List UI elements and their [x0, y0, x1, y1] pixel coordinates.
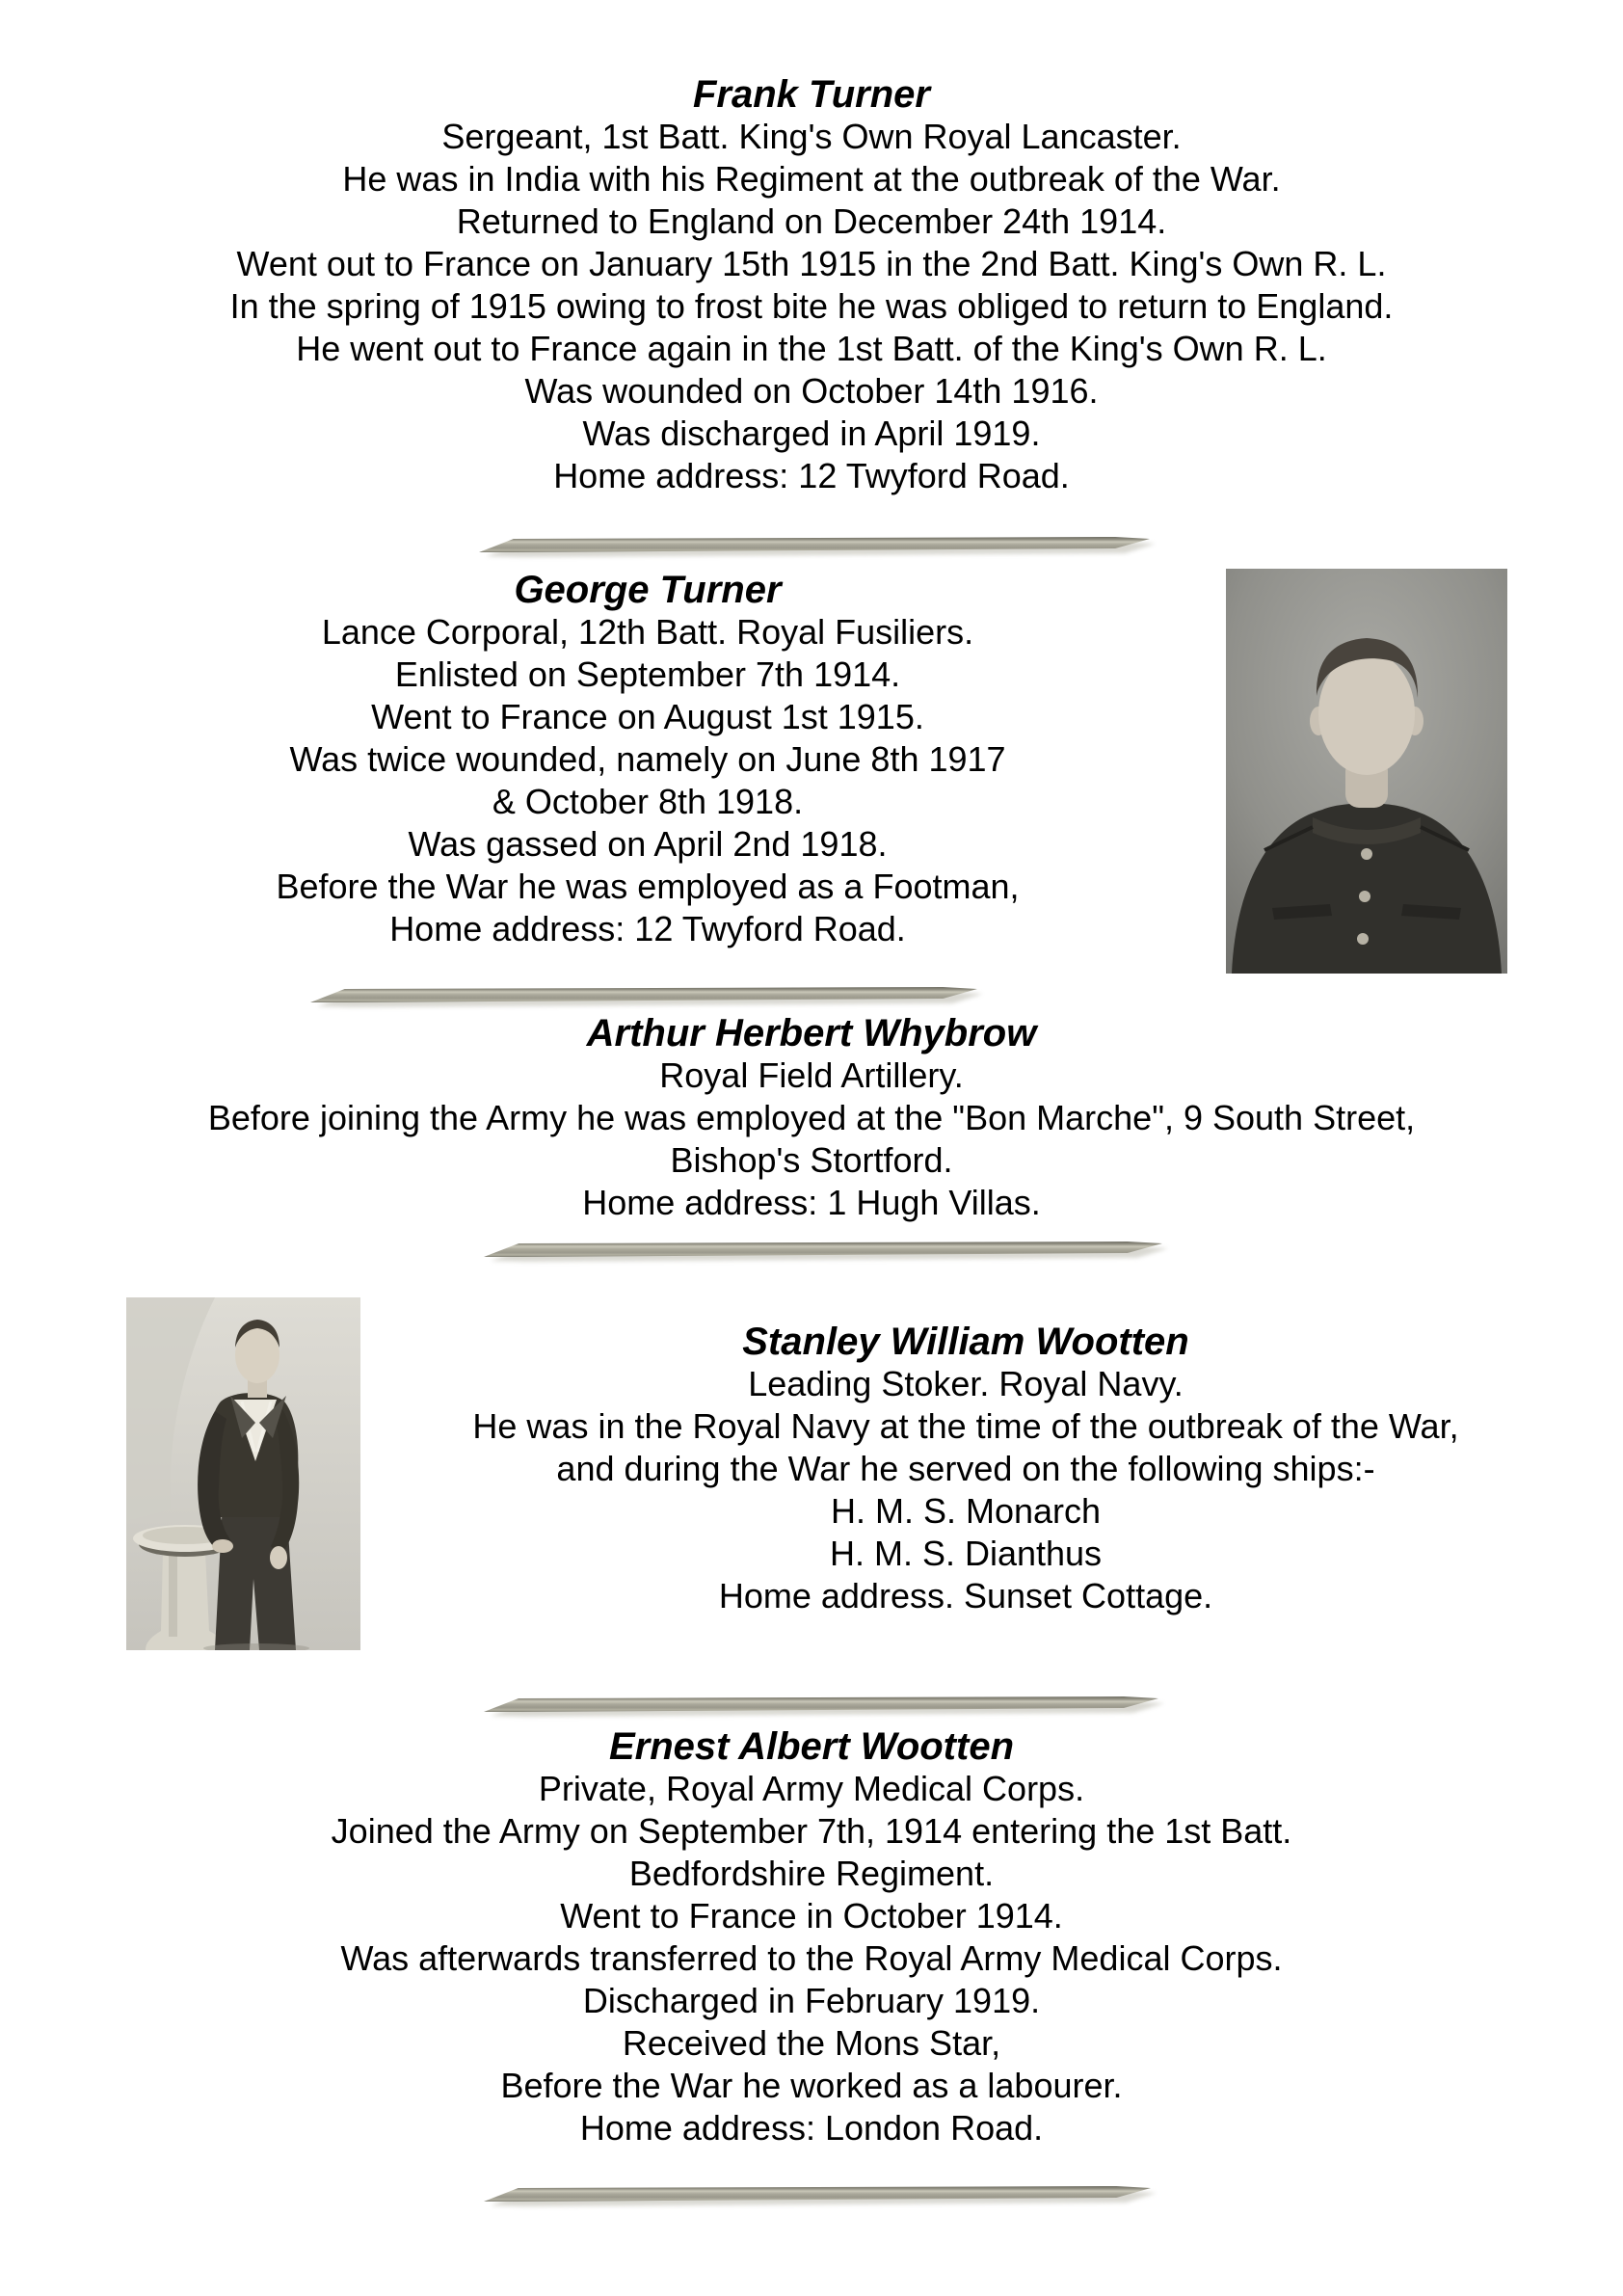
- text-line: Sergeant, 1st Batt. King's Own Royal Lancaster.: [441, 117, 1182, 156]
- text-line: Home address. Sunset Cottage.: [718, 1576, 1213, 1615]
- text-line: Before the War he was employed as a Footman,: [276, 867, 1020, 906]
- text-line: Returned to England on December 24th 1914.: [456, 201, 1167, 241]
- text-line: Home address: 1 Hugh Villas.: [582, 1183, 1041, 1222]
- text-line: He was in India with his Regiment at the outbreak of the War.: [342, 159, 1281, 199]
- text-line: Was twice wounded, namely on June 8th 1917: [289, 739, 1006, 779]
- text-line: Bedfordshire Regiment.: [628, 1854, 995, 1893]
- text-line: Was wounded on October 14th 1916.: [524, 371, 1099, 411]
- text-line: Leading Stoker. Royal Navy.: [748, 1364, 1184, 1403]
- title-george-turner: George Turner: [514, 569, 782, 611]
- title-ernest-albert-wootten: Ernest Albert Wootten: [608, 1725, 1015, 1768]
- text-line: Went out to France on January 15th 1915 in the 2nd Batt. King's Own R. L.: [236, 244, 1387, 283]
- divider-rule-3: [484, 1240, 1162, 1263]
- text-line: Went to France in October 1914.: [560, 1896, 1063, 1936]
- text-line: Bishop's Stortford.: [670, 1140, 953, 1180]
- text-line: Went to France on August 1st 1915.: [371, 697, 924, 736]
- text-line: Enlisted on September 7th 1914.: [394, 654, 901, 694]
- text-line: Was discharged in April 1919.: [582, 414, 1041, 453]
- text-line: He went out to France again in the 1st Batt. of the King's Own R. L.: [296, 329, 1327, 368]
- title-stanley-william-wootten: Stanley William Wootten: [742, 1321, 1189, 1363]
- text-line: Joined the Army on September 7th, 1914 entering the 1st Batt.: [331, 1811, 1292, 1851]
- title-frank-turner: Frank Turner: [693, 73, 930, 116]
- text-line: He was in the Royal Navy at the time of the outbreak of the War,: [472, 1406, 1459, 1446]
- divider-rule-5: [484, 2184, 1151, 2207]
- section-george-turner: [0, 569, 1295, 950]
- text-line: and during the War he served on the following ships:-: [556, 1449, 1375, 1488]
- text-line: Was gassed on April 2nd 1918.: [408, 824, 888, 864]
- section-stanley-william-wootten: [308, 1321, 1623, 1617]
- title-arthur-herbert-whybrow: Arthur Herbert Whybrow: [586, 1012, 1037, 1055]
- text-line: Home address: 12 Twyford Road.: [553, 456, 1070, 495]
- divider-rule-1: [479, 535, 1150, 558]
- section-ernest-albert-wootten: [0, 1725, 1623, 2149]
- text-line: H. M. S. Monarch: [830, 1491, 1102, 1531]
- text-line: Royal Field Artillery.: [659, 1055, 964, 1095]
- text-line: H. M. S. Dianthus: [829, 1534, 1103, 1573]
- divider-rule-4: [484, 1695, 1158, 1718]
- photo-george-turner: [1226, 569, 1507, 974]
- text-line: Home address: London Road.: [579, 2108, 1044, 2148]
- text-line: Received the Mons Star,: [622, 2023, 1001, 2063]
- section-frank-turner: [0, 73, 1623, 497]
- text-line: In the spring of 1915 owing to frost bite he was obliged to return to England.: [229, 286, 1394, 326]
- divider-rule-2: [310, 985, 977, 1008]
- text-line: Discharged in February 1919.: [582, 1981, 1041, 2020]
- section-arthur-herbert-whybrow: [0, 1012, 1623, 1224]
- text-line: Home address: 12 Twyford Road.: [389, 909, 906, 948]
- text-line: Before the War he worked as a labourer.: [500, 2066, 1123, 2105]
- text-line: & October 8th 1918.: [492, 782, 804, 821]
- text-line: Before joining the Army he was employed at the "Bon Marche", 9 South Street,: [207, 1098, 1416, 1137]
- text-line: Was afterwards transferred to the Royal Army Medical Corps.: [340, 1938, 1283, 1978]
- text-line: Lance Corporal, 12th Batt. Royal Fusiliers.: [321, 612, 974, 652]
- text-line: Private, Royal Army Medical Corps.: [538, 1769, 1085, 1808]
